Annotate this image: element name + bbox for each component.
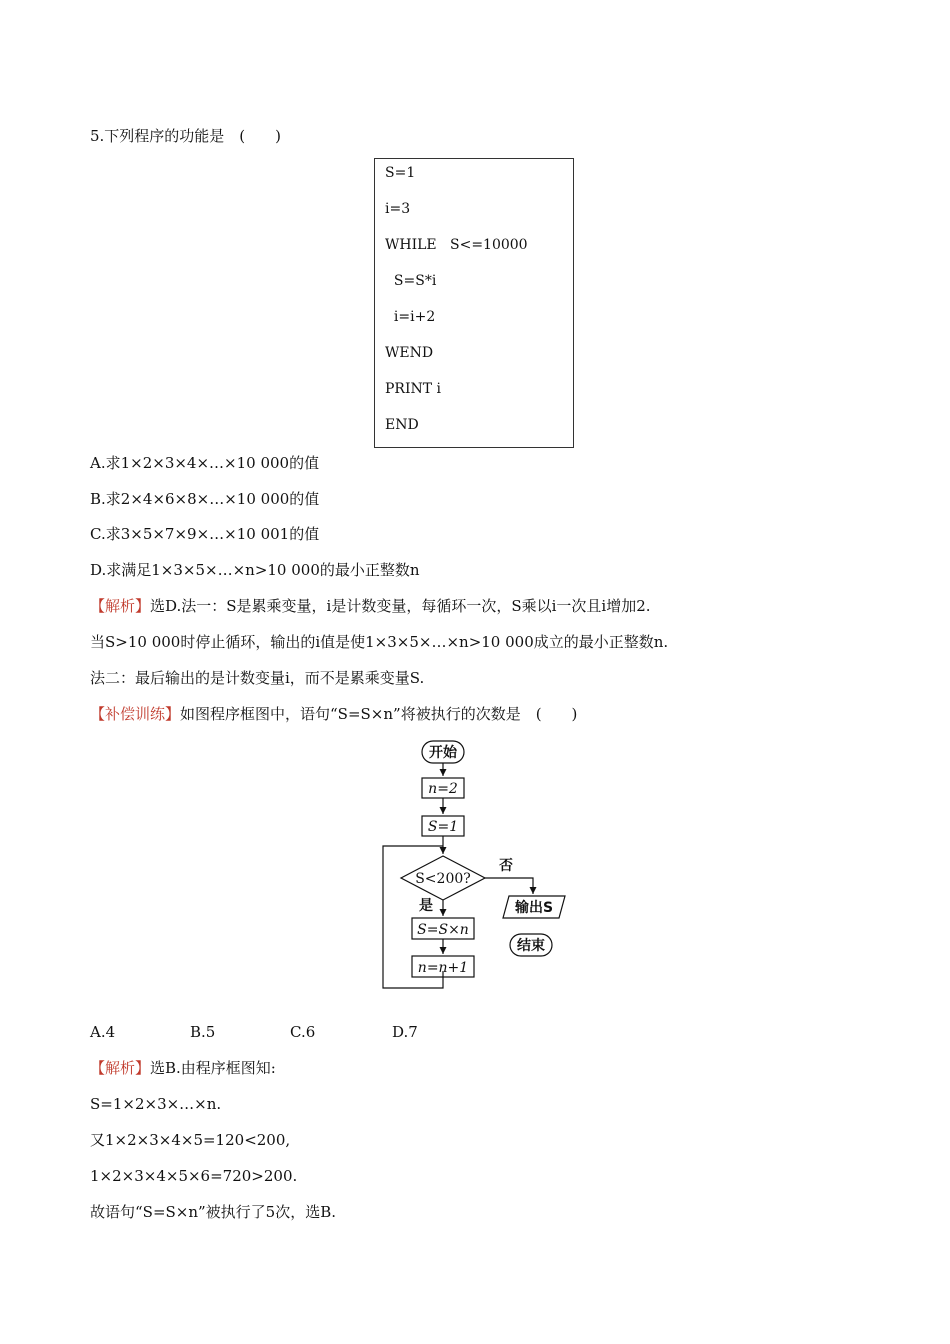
choice-c: C.6	[290, 1023, 316, 1041]
no-label: 否	[499, 858, 513, 874]
code-line: i=3	[385, 201, 411, 217]
solution1-line1	[90, 595, 651, 617]
option-b: B.求2×4×6×8×…×10 000的值	[90, 490, 320, 508]
solution2-line2: S=1×2×3×…×n.	[90, 1095, 222, 1113]
code-box	[374, 158, 574, 448]
option-d: D.求满足1×3×5×…×n>10 000的最小正整数n	[90, 561, 420, 579]
s-init-label: S=1	[427, 819, 459, 835]
code-line: i=i+2	[385, 309, 436, 325]
question-title: 5.下列程序的功能是 ( )	[90, 127, 282, 145]
output-label: 输出S	[514, 900, 554, 916]
analysis-tag: 【解析】	[90, 1059, 151, 1077]
solution2-line4: 1×2×3×4×5×6=720>200.	[90, 1167, 298, 1185]
choice-d: D.7	[392, 1023, 418, 1041]
solution2-text: 选B.由程序框图知:	[150, 1059, 276, 1077]
code-line: S=S*i	[385, 273, 437, 289]
yes-label: 是	[419, 898, 433, 914]
solution1-line2: 当S>10 000时停止循环，输出的i值是使1×3×5×…×n>10 000成立的最小正整数n.	[90, 633, 669, 651]
code-line: END	[385, 417, 419, 433]
supplement-tag: 【补偿训练】	[90, 705, 181, 723]
option-c: C.求3×5×7×9×…×10 001的值	[90, 525, 320, 543]
code-line: WHILE S<=10000	[385, 237, 528, 253]
start-label: 开始	[429, 745, 457, 761]
supplement-line	[90, 703, 577, 725]
code-line: S=1	[385, 165, 416, 181]
update-s-label: S=S×n	[417, 922, 469, 938]
n-init-label: n=2	[428, 781, 458, 797]
solution1-line3: 法二：最后输出的是计数变量i，而不是累乘变量S.	[90, 669, 425, 687]
code-line: WEND	[385, 345, 434, 361]
code-line: PRINT i	[385, 381, 442, 397]
solution2-line1	[90, 1057, 276, 1079]
option-a: A.求1×2×3×4×…×10 000的值	[90, 454, 320, 472]
supplement-text: 如图程序框图中，语句“S=S×n”将被执行的次数是 ( )	[180, 705, 578, 723]
analysis-tag: 【解析】	[90, 597, 151, 615]
solution2-line3: 又1×2×3×4×5=120<200,	[90, 1131, 291, 1149]
condition-label: S<200?	[415, 871, 471, 887]
flowchart	[375, 738, 575, 994]
choice-b: B.5	[190, 1023, 216, 1041]
choice-a: A.4	[90, 1023, 116, 1041]
solution2-line5: 故语句“S=S×n”被执行了5次，选B.	[90, 1203, 337, 1221]
update-n-label: n=n+1	[417, 960, 469, 976]
end-label: 结束	[517, 938, 545, 954]
solution1-text: 选D.法一：S是累乘变量，i是计数变量，每循环一次，S乘以i一次且i增加2.	[150, 597, 651, 615]
